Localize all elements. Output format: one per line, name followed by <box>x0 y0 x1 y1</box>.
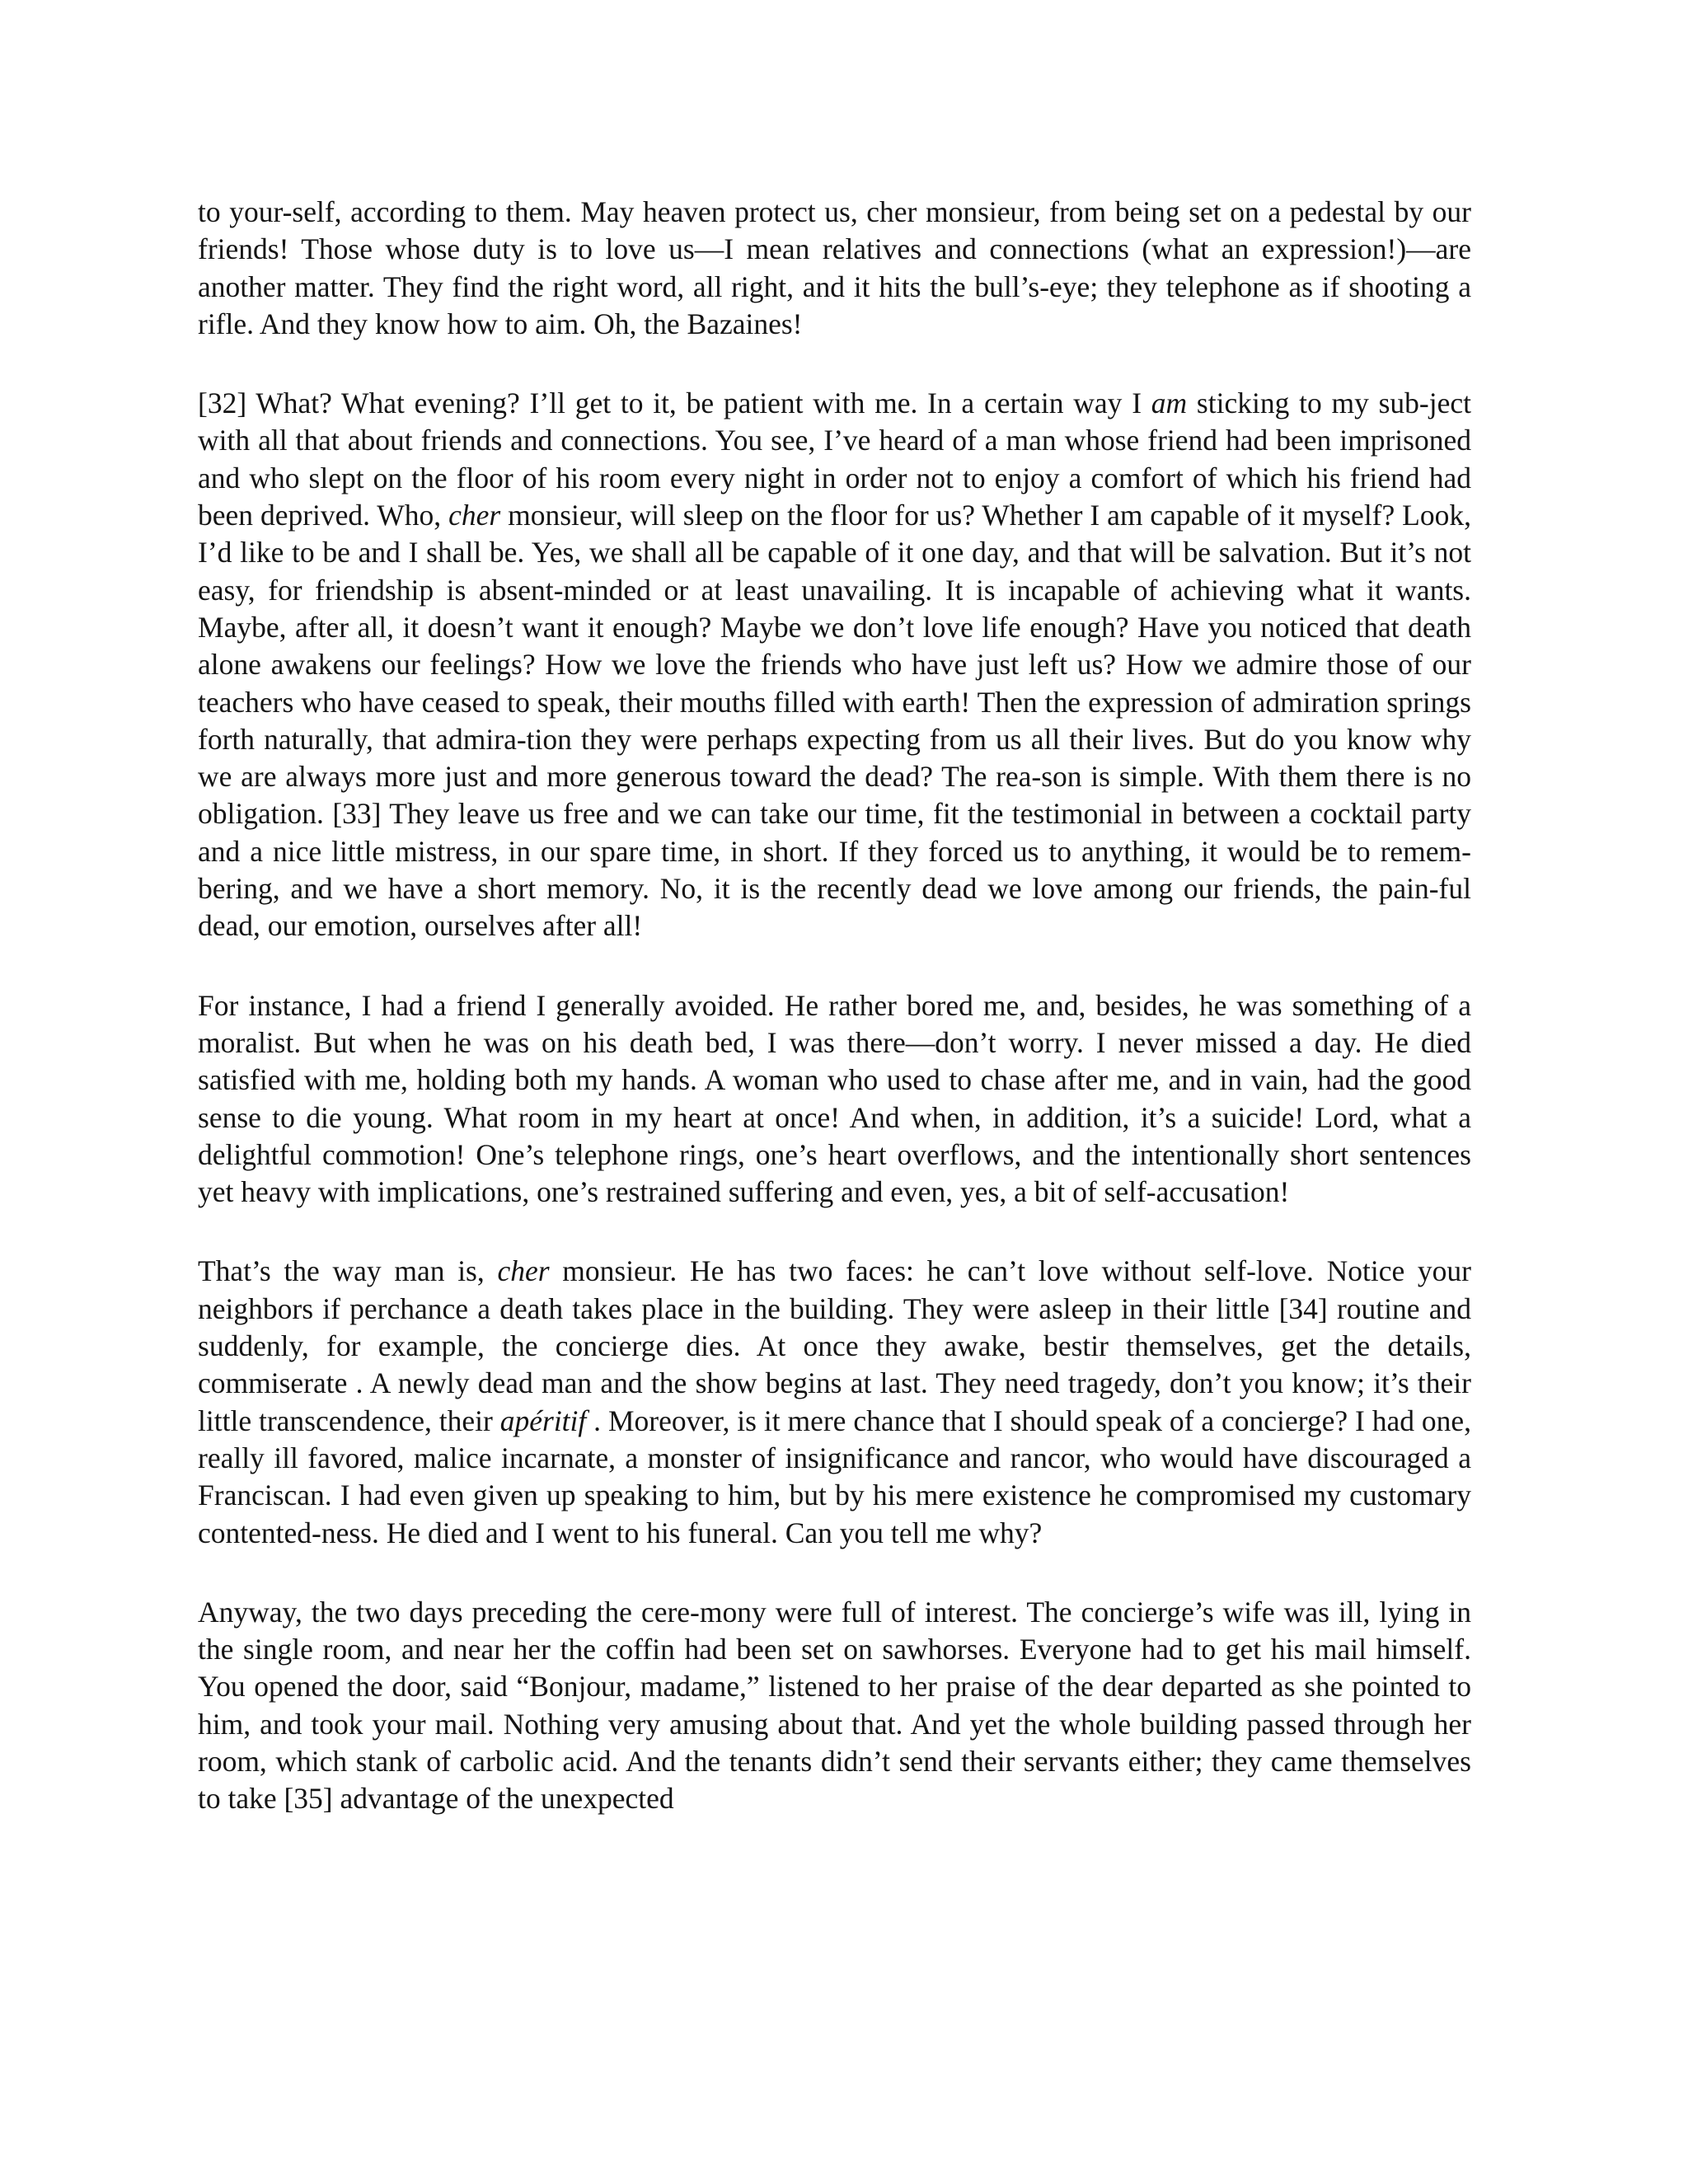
page-body <box>198 194 1471 1818</box>
paragraph-3-text: For instance, I had a friend I generally avoided. He rather bored me, and, besides, he was something of a moralist. But when he was on his death bed, I was there—don’t worry. I never missed a day. He died satisfied with me, holding both my hands. A woman who used to chase after me, and in vain, had the good sense to die young. What room in my heart at once! And when, in addition, it’s a suicide! Lord, what a delightful commotion! One’s telephone rings, one’s heart overflows, and the intentionally short sentences yet heavy with implications, one’s restrained suffering and even, yes, a bit of self-accusation! <box>198 988 1471 1209</box>
paragraph-5-text: Anyway, the two days preceding the cere-mony were full of interest. The concierge’s wife was ill, lying in the single room, and near her the coffin had been set on sawhorses. Everyone had to get his mail himself. You opened the door, said “Bonjour, madame,” listened to her praise of the dear departed as she pointed to him, and took your mail. Nothing very amusing about that. And yet the whole building passed through her room, which stank of carbolic acid. And the tenants didn’t send their servants either; they came themselves to take [35] advantage of the unexpected <box>198 1595 1471 1816</box>
paragraph-4-italic-aperitif: apéritif <box>499 1404 587 1437</box>
paragraph-4-text-b: monsieur. He has two faces: he can’t love without self-love. Notice your neighbors if perchance a death takes place in the building. They were asleep in their little [34] routine and suddenly, for example, the concierge dies. At once they awake, bestir themselves, get the details, commiserate . A newly dead man and the show begins at last. They need tragedy, don’t you know; it’s their little transcendence, their <box>198 1254 1472 1437</box>
paragraph-3 <box>198 987 1471 1212</box>
paragraph-2 <box>198 385 1471 944</box>
paragraph-4-text-c: . Moreover, is it mere chance that I should speak of a concierge? I had one, really ill favored, malice incarnate, a monster of insignificance and rancor, who would have discouraged a Franciscan. I had even given up speaking to him, but by his mere existence he compromised my customary contented-ness. He died and I went to his funeral. Can you tell me why? <box>198 1404 1472 1549</box>
paragraph-2-italic-cher: cher <box>448 499 501 532</box>
paragraph-2-text-b: sticking to my sub-ject with all that about friends and connections. You see, I’ve heard of a man whose friend had been imprisoned and who slept on the floor of his room every night in order not to enjoy a comfort of which his friend had been deprived. Who, <box>198 387 1471 532</box>
paragraph-2-italic-am: am <box>1151 387 1188 420</box>
paragraph-4-italic-cher: cher <box>497 1254 550 1288</box>
paragraph-4-text-a: That’s the way man is, <box>198 1254 498 1288</box>
paragraph-4 <box>198 1253 1471 1551</box>
paragraph-5 <box>198 1594 1471 1818</box>
paragraph-1 <box>198 194 1471 343</box>
paragraph-1-text: to your-self, according to them. May heaven protect us, cher monsieur, from being set on a pedestal by our friends! Those whose duty is to love us—I mean relatives and connections (what an expression!)—are another matter. They find the right word, all right, and it hits the bull’s-eye; they telephone as if shooting a rifle. And they know how to aim. Oh, the Bazaines! <box>198 195 1471 340</box>
paragraph-2-text-c: monsieur, will sleep on the floor for us? Whether I am capable of it myself? Look, I’d like to be and I shall be. Yes, we shall all be capable of it one day, and that will be salvation. But it’s not easy, for friendship is absent-minded or at least unavailing. It is incapable of achieving what it wants. Maybe, after all, it doesn’t want it enough? Maybe we don’t love life enough? Have you noticed that death alone awakens our feelings? How we love the friends who have just left us? How we admire those of our teachers who have ceased to speak, their mouths filled with earth! Then the expression of admiration springs forth naturally, that admira-tion they were perhaps expecting from us all their lives. But do you know why we are always more just and more generous toward the dead? The rea-son is simple. With them there is no obligation. [33] They leave us free and we can take our time, fit the testimonial in between a cocktail party and a nice little mistress, in our spare time, in short. If they forced us to anything, it would be to remem-bering, and we have a short memory. No, it is the recently dead we love among our friends, the pain-ful dead, our emotion, ourselves after all! <box>198 499 1471 943</box>
paragraph-2-text-a: [32] What? What evening? I’ll get to it, be patient with me. In a certain way I <box>198 387 1151 420</box>
